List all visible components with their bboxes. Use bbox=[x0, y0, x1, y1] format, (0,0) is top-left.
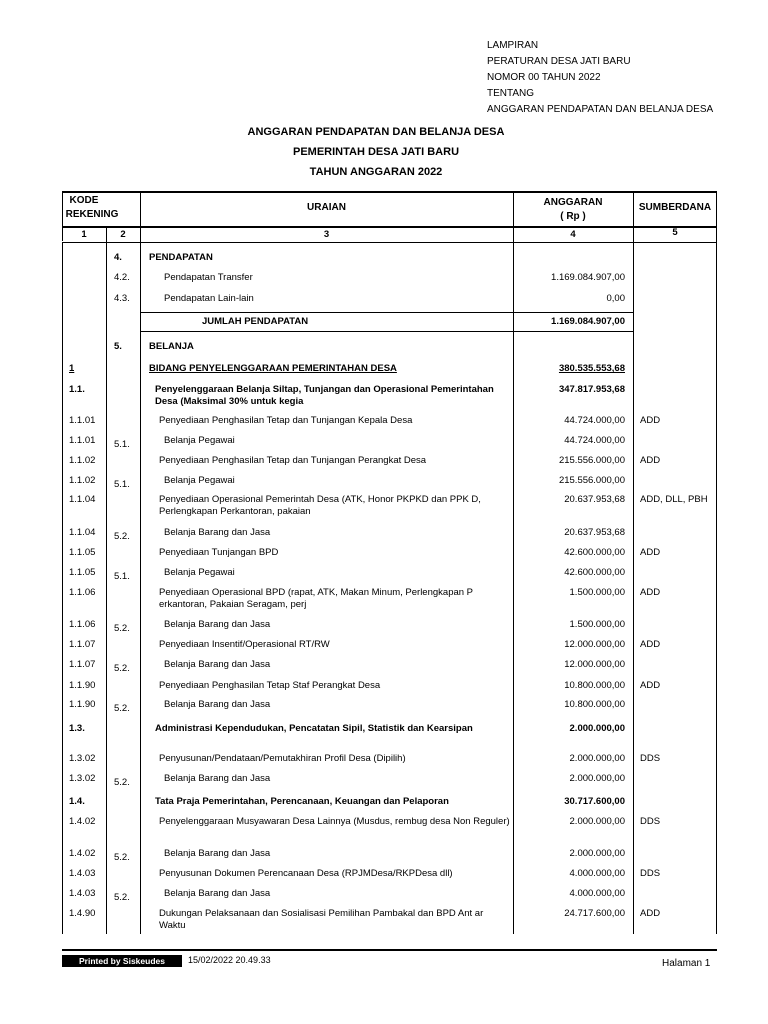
kode-rekening-cell: 1.4.03 bbox=[69, 868, 96, 879]
anggaran-cell: 2.000.000,00 bbox=[569, 816, 625, 827]
kode-akun-cell: 5.2. bbox=[114, 892, 130, 903]
lampiran-line: PERATURAN DESA JATI BARU bbox=[487, 56, 631, 67]
col-number: 5 bbox=[672, 227, 678, 238]
kode-akun-cell: 5.1. bbox=[114, 479, 130, 490]
sumberdana-cell: ADD bbox=[640, 547, 661, 558]
anggaran-cell: 0,00 bbox=[606, 293, 625, 304]
anggaran-cell: 1.500.000,00 bbox=[569, 619, 625, 630]
kode-rekening-cell: 1 bbox=[69, 363, 75, 374]
anggaran-cell: 12.000.000,00 bbox=[564, 639, 625, 650]
kode-rekening-cell: 1.4.90 bbox=[69, 908, 96, 919]
sumberdana-cell: ADD bbox=[640, 908, 661, 919]
uraian-cell: Administrasi Kependudukan, Pencatatan Sipil, Statistik dan Kearsipan bbox=[155, 723, 473, 734]
lampiran-line: ANGGARAN PENDAPATAN DAN BELANJA DESA bbox=[487, 104, 714, 115]
kode-akun-cell: 5.2. bbox=[114, 777, 130, 788]
kode-rekening-cell: 1.1.07 bbox=[69, 639, 96, 650]
anggaran-cell: 2.000.000,00 bbox=[569, 848, 625, 859]
kode-rekening-cell: 1.3.02 bbox=[69, 753, 96, 764]
anggaran-cell: 42.600.000,00 bbox=[564, 567, 625, 578]
uraian-cell: Belanja Barang dan Jasa bbox=[164, 619, 271, 630]
document-year: TAHUN ANGGARAN 2022 bbox=[309, 166, 443, 178]
kode-rekening-cell: 1.1.06 bbox=[69, 587, 96, 598]
print-datetime: 15/02/2022 20.49.33 bbox=[188, 955, 271, 965]
kode-rekening-cell: 1.1.90 bbox=[69, 699, 96, 710]
uraian-cell: Belanja Barang dan Jasa bbox=[164, 888, 271, 899]
uraian-cell: Penyelenggaraan Musyawaran Desa Lainnya (Musdus, rembug desa Non Reguler) bbox=[159, 816, 510, 827]
uraian-cell: Belanja Barang dan Jasa bbox=[164, 699, 271, 710]
uraian-cell: Penyediaan Penghasilan Tetap dan Tunjangan Perangkat Desa bbox=[159, 455, 427, 466]
uraian-cell: Belanja Barang dan Jasa bbox=[164, 773, 271, 784]
uraian-cell: Penyediaan Operasional BPD (rapat, ATK, Makan Minum, Perlengkapan P erkantoran, Pakaian Seragam, perj bbox=[159, 587, 473, 610]
anggaran-cell: 4.000.000,00 bbox=[569, 868, 625, 879]
lampiran-block bbox=[487, 38, 727, 118]
kode-rekening-cell: 1.4.02 bbox=[69, 848, 96, 859]
uraian-cell: Belanja Barang dan Jasa bbox=[164, 659, 271, 670]
kode-akun-cell: 5.2. bbox=[114, 703, 130, 714]
anggaran-cell: 4.000.000,00 bbox=[569, 888, 625, 899]
kode-rekening-cell: 1.4.03 bbox=[69, 888, 96, 899]
uraian-cell: BELANJA bbox=[149, 341, 194, 352]
kode-rekening-cell: 1.1.04 bbox=[69, 494, 96, 505]
anggaran-cell: 20.637.953,68 bbox=[564, 527, 625, 538]
lampiran-line: TENTANG bbox=[487, 88, 535, 99]
anggaran-cell: 20.637.953,68 bbox=[564, 494, 625, 505]
page-number: Halaman 1 bbox=[662, 958, 711, 969]
col-number: 3 bbox=[323, 229, 330, 240]
kode-rekening-cell: 1.1.05 bbox=[69, 567, 96, 578]
kode-rekening-cell: 1.4. bbox=[69, 796, 85, 807]
anggaran-cell: 12.000.000,00 bbox=[564, 659, 625, 670]
uraian-cell: Dukungan Pelaksanaan dan Sosialisasi Pemilihan Pambakal dan BPD Ant ar Waktu bbox=[159, 908, 484, 931]
uraian-cell: Penyediaan Tunjangan BPD bbox=[159, 547, 279, 558]
anggaran-cell: 2.000.000,00 bbox=[569, 753, 625, 764]
kode-akun-cell: 5.2. bbox=[114, 852, 130, 863]
uraian-cell: Penyediaan Penghasilan Tetap Staf Perangkat Desa bbox=[159, 680, 381, 691]
uraian-cell: Belanja Barang dan Jasa bbox=[164, 848, 271, 859]
anggaran-cell: 24.717.600,00 bbox=[564, 908, 625, 919]
anggaran-cell: 44.724.000,00 bbox=[564, 415, 625, 426]
anggaran-cell: 347.817.953,68 bbox=[558, 384, 625, 395]
uraian-cell: Pendapatan Transfer bbox=[164, 272, 253, 283]
kode-rekening-cell: 1.1.07 bbox=[69, 659, 96, 670]
anggaran-cell: 380.535.553,68 bbox=[558, 363, 625, 374]
header-anggaran: ANGGARAN bbox=[543, 197, 603, 208]
sumberdana-cell: DDS bbox=[640, 868, 661, 879]
kode-rekening-cell: 1.1.90 bbox=[69, 680, 96, 691]
uraian-cell: BIDANG PENYELENGGARAAN PEMERINTAHAN DESA bbox=[149, 363, 397, 374]
uraian-cell: JUMLAH PENDAPATAN bbox=[202, 316, 309, 327]
header-sumberdana: SUMBERDANA bbox=[638, 202, 712, 213]
anggaran-cell: 42.600.000,00 bbox=[564, 547, 625, 558]
kode-akun-cell: 4.2. bbox=[114, 272, 130, 283]
uraian-cell: Belanja Pegawai bbox=[164, 567, 235, 578]
sumberdana-cell: ADD bbox=[640, 639, 661, 650]
kode-rekening-cell: 1.1. bbox=[69, 384, 85, 395]
uraian-cell: Belanja Barang dan Jasa bbox=[164, 527, 271, 538]
col-number: 1 bbox=[81, 229, 87, 240]
sumberdana-cell: ADD bbox=[640, 415, 661, 426]
header-uraian: URAIAN bbox=[307, 202, 346, 213]
anggaran-cell: 44.724.000,00 bbox=[564, 435, 625, 446]
anggaran-cell: 1.169.084.907,00 bbox=[551, 316, 625, 327]
anggaran-cell: 1.169.084.907,00 bbox=[551, 272, 625, 283]
kode-rekening-cell: 1.1.04 bbox=[69, 527, 96, 538]
kode-rekening-cell: 1.1.02 bbox=[69, 455, 96, 466]
anggaran-cell: 30.717.600,00 bbox=[564, 796, 625, 807]
uraian-cell: Belanja Pegawai bbox=[164, 475, 235, 486]
kode-akun-cell: 5.2. bbox=[114, 663, 130, 674]
uraian-cell: Tata Praja Pemerintahan, Perencanaan, Keuangan dan Pelaporan bbox=[155, 796, 449, 807]
anggaran-cell: 10.800.000,00 bbox=[564, 699, 625, 710]
kode-akun-cell: 5. bbox=[114, 341, 122, 352]
uraian-cell: Penyediaan Penghasilan Tetap dan Tunjangan Kepala Desa bbox=[159, 415, 413, 426]
kode-rekening-cell: 1.1.05 bbox=[69, 547, 96, 558]
uraian-cell: Pendapatan Lain-lain bbox=[164, 293, 254, 304]
header-kode: KODE bbox=[69, 195, 99, 206]
kode-rekening-cell: 1.3. bbox=[69, 723, 85, 734]
kode-rekening-cell: 1.1.01 bbox=[69, 415, 96, 426]
kode-akun-cell: 5.2. bbox=[114, 623, 130, 634]
col-number: 4 bbox=[570, 229, 576, 240]
sumberdana-cell: DDS bbox=[640, 753, 661, 764]
anggaran-cell: 2.000.000,00 bbox=[569, 723, 625, 734]
uraian-cell: Penyelenggaraan Belanja Siltap, Tunjangan dan Operasional Pemerintahan Desa (Maksimal 30% untuk kegia bbox=[155, 384, 494, 407]
kode-rekening-cell: 1.1.06 bbox=[69, 619, 96, 630]
uraian-cell: PENDAPATAN bbox=[149, 252, 213, 263]
header-rekening: REKENING bbox=[65, 209, 119, 220]
document-title: ANGGARAN PENDAPATAN DAN BELANJA DESA bbox=[247, 126, 505, 138]
kode-akun-cell: 5.1. bbox=[114, 439, 130, 450]
sumberdana-cell: DDS bbox=[640, 816, 661, 827]
kode-rekening-cell: 1.3.02 bbox=[69, 773, 96, 784]
kode-akun-cell: 5.1. bbox=[114, 571, 130, 582]
kode-rekening-cell: 1.1.01 bbox=[69, 435, 96, 446]
lampiran-line: NOMOR 00 TAHUN 2022 bbox=[487, 72, 601, 83]
kode-akun-cell: 5.2. bbox=[114, 531, 130, 542]
sumberdana-cell: ADD, DLL, PBH bbox=[640, 494, 708, 505]
uraian-cell: Penyusunan Dokumen Perencanaan Desa (RPJMDesa/RKPDesa dll) bbox=[159, 868, 453, 879]
uraian-cell: Penyusunan/Pendataan/Pemutakhiran Profil Desa (Dipilih) bbox=[159, 753, 406, 764]
lampiran-line: LAMPIRAN bbox=[487, 40, 539, 51]
sumberdana-cell: ADD bbox=[640, 455, 661, 466]
uraian-cell: Belanja Pegawai bbox=[164, 435, 235, 446]
anggaran-cell: 215.556.000,00 bbox=[558, 475, 625, 486]
header-anggaran-unit: ( Rp ) bbox=[560, 211, 586, 222]
col-number: 2 bbox=[120, 229, 126, 240]
printed-by-label: Printed by Siskeudes bbox=[62, 955, 182, 967]
uraian-cell: Penyediaan Insentif/Operasional RT/RW bbox=[159, 639, 330, 650]
kode-akun-cell: 4. bbox=[114, 252, 122, 263]
anggaran-cell: 10.800.000,00 bbox=[564, 680, 625, 691]
anggaran-cell: 2.000.000,00 bbox=[569, 773, 625, 784]
sumberdana-cell: ADD bbox=[640, 587, 661, 598]
kode-akun-cell: 4.3. bbox=[114, 293, 130, 304]
kode-rekening-cell: 1.1.02 bbox=[69, 475, 96, 486]
kode-rekening-cell: 1.4.02 bbox=[69, 816, 96, 827]
document-subtitle: PEMERINTAH DESA JATI BARU bbox=[292, 146, 460, 158]
sumberdana-cell: ADD bbox=[640, 680, 661, 691]
anggaran-cell: 1.500.000,00 bbox=[569, 587, 625, 598]
uraian-cell: Penyediaan Operasional Pemerintah Desa (ATK, Honor PKPKD dan PPK D, Perlengkapan Perkantoran, pakaian bbox=[159, 494, 481, 517]
anggaran-cell: 215.556.000,00 bbox=[558, 455, 625, 466]
